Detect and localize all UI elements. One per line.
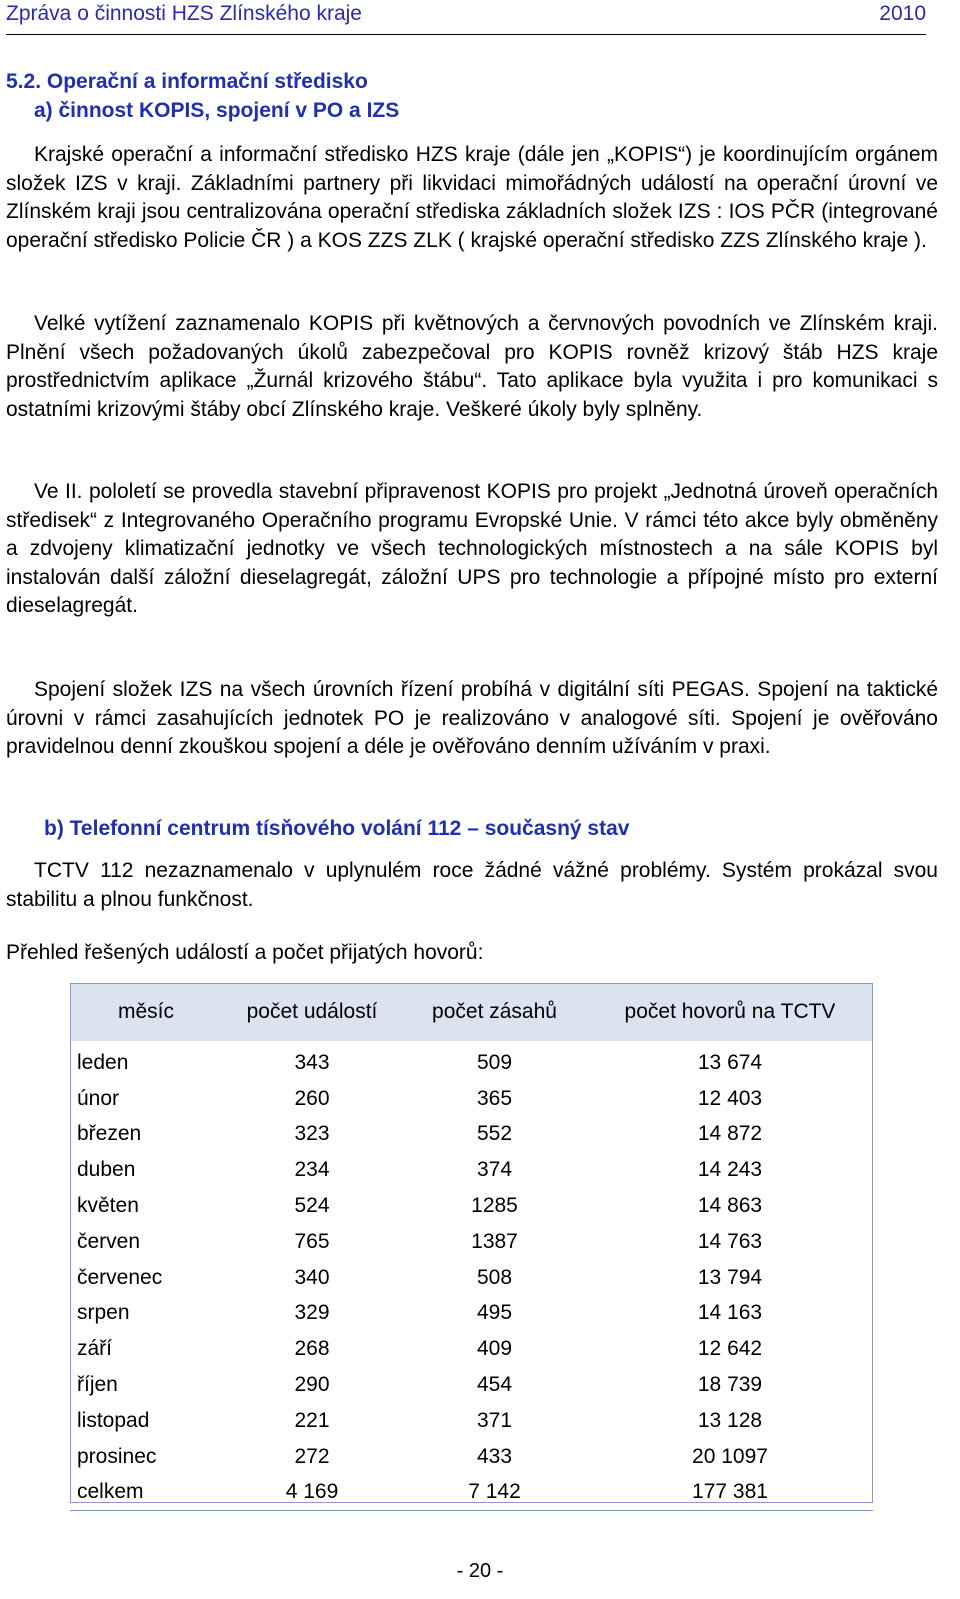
cell-calls: 13 674 (697, 1050, 763, 1074)
document-title: Zpráva o činnosti HZS Zlínského kraje (6, 2, 362, 25)
cell-interventions: 509 (476, 1050, 513, 1074)
cell-interventions: 552 (476, 1122, 513, 1146)
table-row (70, 1331, 873, 1367)
cell-interventions: 1285 (471, 1194, 518, 1218)
cell-calls: 14 163 (697, 1301, 763, 1325)
cell-calls: 14 243 (697, 1158, 763, 1182)
document-year: 2010 (879, 2, 926, 25)
cell-month: březen (77, 1122, 142, 1146)
cell-calls: 14 863 (697, 1194, 763, 1218)
cell-interventions: 508 (476, 1265, 513, 1289)
cell-month: říjen (77, 1373, 118, 1397)
table-row (70, 1188, 873, 1224)
cell-events: 4 169 (222, 1475, 402, 1511)
table-row (70, 1045, 873, 1081)
cell-events: 221 (294, 1408, 330, 1432)
paragraph-tctv: TCTV 112 nezaznamenalo v uplynulém roce žádné vážné problémy. Systém prokázal svou stabilitu a plnou funkčnost. (6, 859, 938, 911)
cell-interventions: 1387 (471, 1229, 518, 1253)
cell-events: 329 (294, 1301, 330, 1325)
page-number: - 20 - (456, 1560, 504, 1582)
cell-month: prosinec (77, 1444, 157, 1468)
table-row (70, 1260, 873, 1296)
page-header (6, 0, 926, 35)
cell-month: listopad (77, 1408, 150, 1432)
cell-month: květen (77, 1194, 139, 1218)
cell-calls: 14 872 (697, 1122, 763, 1146)
column-header-interventions: počet zásahů (402, 983, 587, 1041)
cell-events: 765 (294, 1229, 330, 1253)
table-row (70, 1475, 873, 1511)
table-row (70, 1117, 873, 1153)
subsection-heading-b: b) Telefonní centrum tísňového volání 112 – současný stav (44, 817, 630, 840)
cell-calls: 13 794 (697, 1265, 763, 1289)
paragraph-kopis-intro: Krajské operační a informační středisko HZS kraje (dále jen „KOPIS“) je koordinujícím orgánem složek IZS v kraji. Základními partnery při likvidaci mimořádných událostí na operační úrovní ve Zlínském kraji jsou centralizována operační střediska základních složek IZS : IOS PČR (integrované operační středisko Policie ČR ) a KOS ZZS ZLK ( krajské operační středisko ZZS Zlínského kraje ). (6, 143, 938, 252)
cell-events: 343 (294, 1050, 330, 1074)
cell-month: červen (77, 1229, 141, 1253)
cell-calls: 13 128 (697, 1408, 763, 1432)
cell-month: září (77, 1337, 113, 1361)
cell-month: duben (77, 1158, 136, 1182)
cell-calls: 12 642 (697, 1337, 763, 1361)
cell-interventions: 371 (476, 1408, 513, 1432)
cell-month: celkem (70, 1475, 222, 1511)
cell-month: červenec (77, 1265, 163, 1289)
cell-calls: 177 381 (587, 1475, 873, 1511)
table-row (70, 1439, 873, 1475)
table-row (70, 1081, 873, 1117)
cell-month: únor (77, 1086, 120, 1110)
table-row (70, 1367, 873, 1403)
cell-events: 272 (294, 1444, 330, 1468)
table-row (70, 1403, 873, 1439)
column-header-events: počet událostí (222, 983, 402, 1041)
cell-events: 268 (294, 1337, 330, 1361)
cell-interventions: 365 (476, 1086, 513, 1110)
cell-events: 290 (294, 1373, 330, 1397)
column-header-calls: počet hovorů na TCTV (587, 983, 873, 1041)
table-row (70, 1152, 873, 1188)
cell-interventions: 433 (476, 1444, 513, 1468)
cell-events: 323 (294, 1122, 330, 1146)
cell-interventions: 409 (476, 1337, 513, 1361)
cell-events: 524 (294, 1194, 330, 1218)
cell-calls: 12 403 (697, 1086, 763, 1110)
table-row (70, 1224, 873, 1260)
table-caption: Přehled řešených událostí a počet přijatých hovorů: (6, 941, 484, 964)
paragraph-communications: Spojení složek IZS na všech úrovních řízení probíhá v digitální síti PEGAS. Spojení na taktické úrovni v rámci zasahujících jednotek PO je realizováno v analogové síti. Spojení je ověřováno pravidelnou denní zkouškou spojení a déle je ověřováno denním užíváním v praxi. (6, 678, 938, 758)
paragraph-building-readiness: Ve II. pololetí se provedla stavební připravenost KOPIS pro projekt „Jednotná úroveň operačních středisek“ z Integrovaného Operačního programu Evropské Unie. V rámci této akce byly obměněny a zdvojeny klimatizační jednotky ve všech technologických místnostech a na sále KOPIS byl instalován další záložní dieselagregát, záložní UPS pro technologie a přípojné místo pro externí dieselagregát. (6, 480, 938, 617)
cell-interventions: 454 (476, 1373, 513, 1397)
subsection-heading-a: a) činnost KOPIS, spojení v PO a IZS (34, 99, 400, 122)
cell-month: srpen (77, 1301, 130, 1325)
cell-events: 340 (294, 1265, 330, 1289)
table-row (70, 1296, 873, 1332)
column-header-month: měsíc (70, 983, 222, 1041)
cell-calls: 14 763 (697, 1229, 763, 1253)
section-heading: 5.2. Operační a informační středisko (6, 70, 368, 93)
cell-calls: 18 739 (697, 1373, 763, 1397)
cell-events: 234 (294, 1158, 330, 1182)
events-table (70, 983, 873, 1511)
cell-interventions: 495 (476, 1301, 513, 1325)
paragraph-floods: Velké vytížení zaznamenalo KOPIS při květnových a červnových povodních ve Zlínském kraji. Plnění všech požadovaných úkolů zabezpečoval pro KOPIS rovněž krizový štáb HZS kraje prostřednictvím aplikace „Žurnál krizového štábu“. Tato aplikace byla využita i pro komunikaci s ostatními krizovými štáby obcí Zlínského kraje. Veškeré úkoly byly splněny. (6, 312, 938, 421)
cell-interventions: 7 142 (402, 1475, 587, 1511)
cell-month: leden (77, 1050, 129, 1074)
table-header-row (70, 983, 873, 1041)
cell-events: 260 (294, 1086, 330, 1110)
cell-calls: 20 1097 (692, 1444, 768, 1468)
cell-interventions: 374 (476, 1158, 513, 1182)
